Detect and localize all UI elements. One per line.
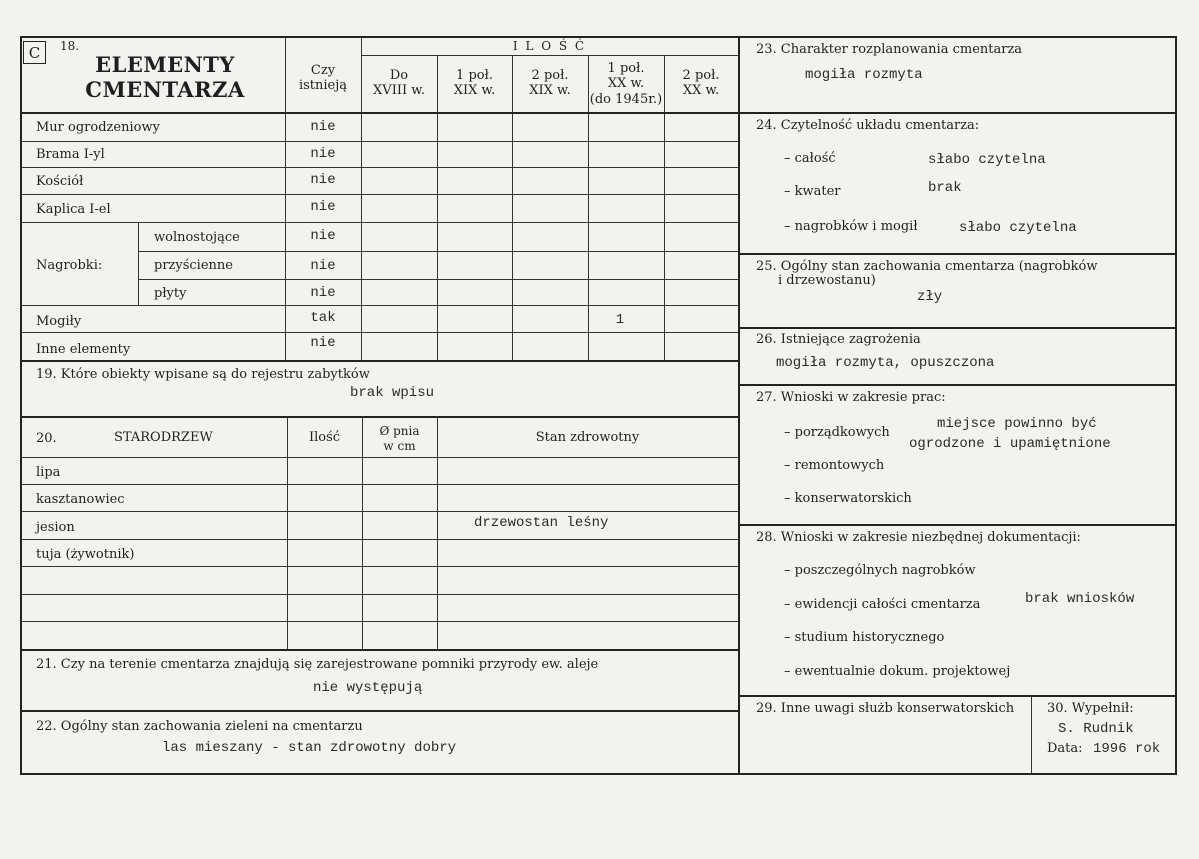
row-gate-value: nie [310,146,336,162]
card-letter-box [23,41,46,64]
row-chapel-value: nie [310,199,336,215]
s24-tombs-value: słabo czytelna [959,220,1077,236]
row-tombs-label: Nagrobki: [36,258,103,273]
row-slabs-value: nie [310,285,336,301]
row-wall-tombs-label: przyścienne [154,258,233,273]
s19-label: 19. Które obiekty wpisane są do rejestru zabytków [36,367,370,382]
row-graves-label: Mogiły [36,314,82,329]
title-line2: CMENTARZA [85,77,245,102]
row-graves-value: tak [310,310,336,326]
tree-item: kasztanowiec [36,492,125,507]
s28-item2: – ewidencji całości cmentarza [784,597,981,612]
row-other-value: nie [310,335,336,351]
row-wall-value: nie [310,119,336,135]
s30-date-label: Data: [1047,741,1083,756]
row-gate-label: Brama I-yl [36,147,105,162]
s28-item4: – ewentualnie dokum. projektowej [784,664,1011,679]
row-church-label: Kościół [36,174,84,189]
quantity-label: I L O Ś Ć [512,39,587,53]
s24-whole-label: – całość [784,151,836,166]
s25-value: zły [917,289,943,305]
s24-tombs-label: – nagrobków i mogił [784,219,918,234]
s20-number: 20. [36,431,57,446]
row-wall-tombs-value: nie [310,258,336,274]
section-number-18: 18. [60,39,80,53]
s20-health-value: drzewostan leśny [474,515,609,531]
row-other-label: Inne elementy [36,342,131,357]
tree-item: jesion [36,520,75,535]
period-label: Do [389,68,409,83]
s20-diam-line2: w cm [383,439,416,453]
s21-value: nie występują [313,680,423,696]
row-graves-count-1xx: 1 [615,312,625,328]
s30-date-value: 1996 rok [1093,741,1161,757]
s28-label: 28. Wnioski w zakresie niezbędnej dokumentacji: [756,530,1081,545]
period-label: XIX w. [453,83,496,98]
period-label: 2 poł. [682,68,720,83]
period-label: 1 poł. [456,68,493,83]
s19-value: brak wpisu [350,385,435,401]
s24-whole-value: słabo czytelna [928,152,1046,168]
period-label: 1 poł. [607,61,645,76]
s30-label: 30. Wypełnił: [1047,701,1134,716]
row-slabs-label: płyty [154,286,187,301]
s26-value: mogiła rozmyta, opuszczona [776,355,995,371]
period-label: XVIII w. [373,83,425,98]
s20-qty-label: Ilość [308,430,341,445]
s24-quarters-label: – kwater [784,184,841,199]
exists-col-line2: istnieją [298,78,348,93]
row-chapel-label: Kaplica I-el [36,202,111,217]
s27-order-label: – porządkowych [784,425,890,440]
period-label: XIX w. [529,83,571,98]
s21-label: 21. Czy na terenie cmentarza znajdują się zarejestrowane pomniki przyrody ew. aleje [36,657,599,672]
s24-quarters-value: brak [928,180,962,196]
exists-col-line1: Czy [310,63,336,78]
s27-value-line1: miejsce powinno być [937,416,1097,432]
s28-item3: – studium historycznego [784,630,945,645]
s20-diam-line1: Ø pnia [379,424,420,438]
s20-title: STARODRZEW [114,430,213,445]
tree-item: lipa [36,465,61,480]
s27-value-line2: ogrodzone i upamiętnione [909,436,1111,452]
period-label: XX w. [682,83,720,98]
title-line1: ELEMENTY [95,52,235,77]
s20-health-label: Stan zdrowotny [535,430,640,445]
s23-value: mogiła rozmyta [805,67,923,83]
s27-label: 27. Wnioski w zakresie prac: [756,390,946,405]
s27-repair-label: – remontowych [784,458,885,473]
s24-label: 24. Czytelność układu cmentarza: [756,118,980,133]
s27-conserv-label: – konserwatorskich [784,491,912,506]
period-label: 2 poł. [531,68,569,83]
s28-item1: – poszczególnych nagrobków [784,563,976,578]
card-letter: C [28,44,41,62]
s25-label-line1: 25. Ogólny stan zachowania cmentarza (nagrobków [756,259,1098,274]
row-standalone-label: wolnostojące [154,230,240,245]
s29-label: 29. Inne uwagi służb konserwatorskich [756,701,1015,716]
tree-item: tuja (żywotnik) [36,547,135,562]
s28-value: brak wniosków [1025,591,1135,607]
s22-label: 22. Ogólny stan zachowania zieleni na cmentarzu [36,719,363,734]
period-label: XX w. [607,76,645,91]
period-label: (do 1945r.) [589,92,663,107]
row-wall-label: Mur ogrodzeniowy [36,120,160,135]
row-church-value: nie [310,172,336,188]
s22-value: las mieszany - stan zdrowotny dobry [162,740,457,756]
s25-label-line2: i drzewostanu) [778,273,876,288]
s26-label: 26. Istniejące zagrożenia [756,332,921,347]
s23-label: 23. Charakter rozplanowania cmentarza [756,42,1023,57]
row-standalone-value: nie [310,228,336,244]
s30-name: S. Rudnik [1058,721,1134,737]
